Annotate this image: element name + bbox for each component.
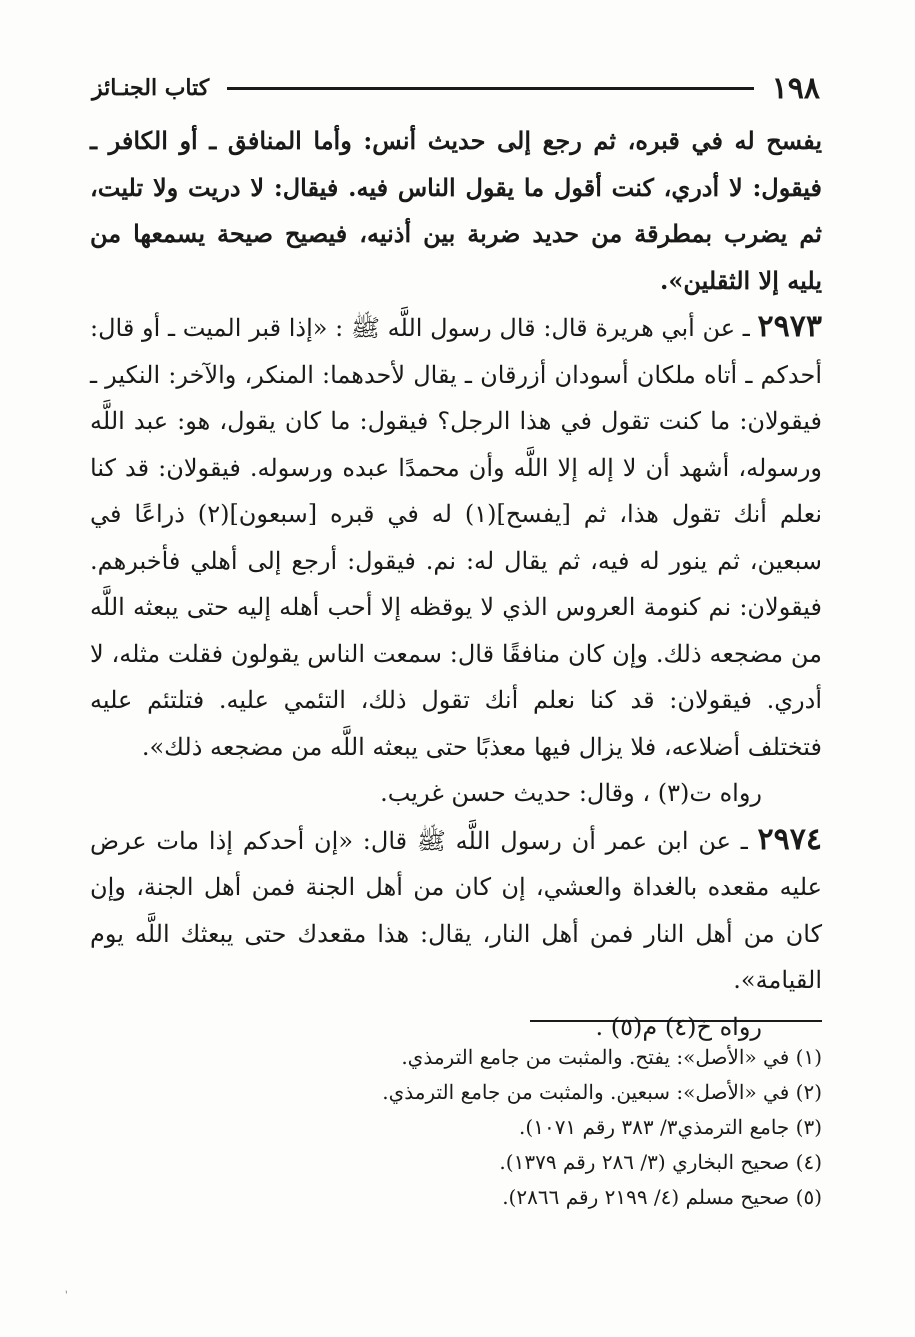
footnote-4: (٤) صحيح البخاري (٣/ ٢٨٦ رقم ١٣٧٩). xyxy=(499,1150,822,1174)
footnote-1: (١) في «الأصل»: يفتح. والمثبت من جامع الترمذي. xyxy=(401,1045,822,1069)
page-number: ١٩٨ xyxy=(771,70,820,106)
hadith-text: ـ عن أبي هريرة قال: قال رسول اللَّه ﷺ : «إذا قبر الميت ـ أو قال: أحدكم ـ أتاه ملكان أسودان أزرقان ـ يقال لأحدهما: المنكر، والآخر: النكير ـ فيقولان: ما كنت تقول في هذا الرجل؟ فيقول: ما كان يقول، هو: عبد اللَّه ورسوله، أشهد أن لا إله إلا اللَّه وأن محمدًا عبده ورسوله. فيقولان: قد كنا نعلم أنك تقول هذا، ثم [يفسح](١) له في قبره [سبعون](٢) ذراعًا في سبعين، ثم ينور له فيه، ثم يقال له: نم. فيقول: أرجع إلى أهلي فأخبرهم. فيقولان: نم كنومة العروس الذي لا يوقظه إلا أحب أهله إليه حتى يبعثه اللَّه من مضجعه ذلك. وإن كان منافقًا قال: سمعت الناس يقولون فقلت مثله، لا أدري. فيقولان: قد كنا نعلم أنك تقول ذلك، التئمي عليه. فتلتئم عليه فتختلف أضلاعه، فلا يزال فيها معذبًا حتى يبعثه اللَّه من مضجعه ذلك». xyxy=(90,314,823,761)
hadith-2974 xyxy=(90,817,822,1004)
hadith-2974-source: رواه خ(٤) م(٥) . xyxy=(595,1012,762,1041)
hadith-text: ـ عن ابن عمر أن رسول اللَّه ﷺ قال: «إن أحدكم إذا مات عرض عليه مقعده بالغداة والعشي، إن كان من أهل الجنة فمن أهل الجنة، وإن كان من أهل النار فمن أهل النار، يقال: هذا مقعدك حتى يبعثك اللَّه يوم القيامة». xyxy=(90,826,822,994)
footnote-5: (٥) صحيح مسلم (٤/ ٢١٩٩ رقم ٢٨٦٦). xyxy=(502,1185,822,1209)
header-rule xyxy=(227,87,753,90)
footnote-separator xyxy=(530,1020,822,1022)
book-title: كتاب الجنـائز xyxy=(92,75,210,101)
main-text xyxy=(90,118,822,1050)
page-header xyxy=(92,68,820,108)
footnotes xyxy=(300,1040,822,1215)
hadith-2973-source: رواه ت(٣) ، وقال: حديث حسن غريب. xyxy=(380,779,762,807)
hadith-number: ٢٩٧٤ xyxy=(757,821,822,857)
footnote-2: (٢) في «الأصل»: سبعين. والمثبت من جامع الترمذي. xyxy=(382,1080,822,1104)
hadith-2973 xyxy=(90,304,822,770)
hadith-number: ٢٩٧٣ xyxy=(757,309,822,344)
footnote-3: (٣) جامع الترمذي٣/ ٣٨٣ رقم ١٠٧١). xyxy=(519,1115,822,1139)
paragraph-continuation: يفسح له في قبره، ثم رجع إلى حديث أنس: وأما المنافق ـ أو الكافر ـ فيقول: لا أدري، كنت أقول ما يقول الناس فيه. فيقال: لا دريت ولا تليت، ثم يضرب بمطرقة من حديد ضربة بين أذنيه، فيصيح صيحة يسمعها من يليه إلا الثقلين». xyxy=(90,126,822,295)
